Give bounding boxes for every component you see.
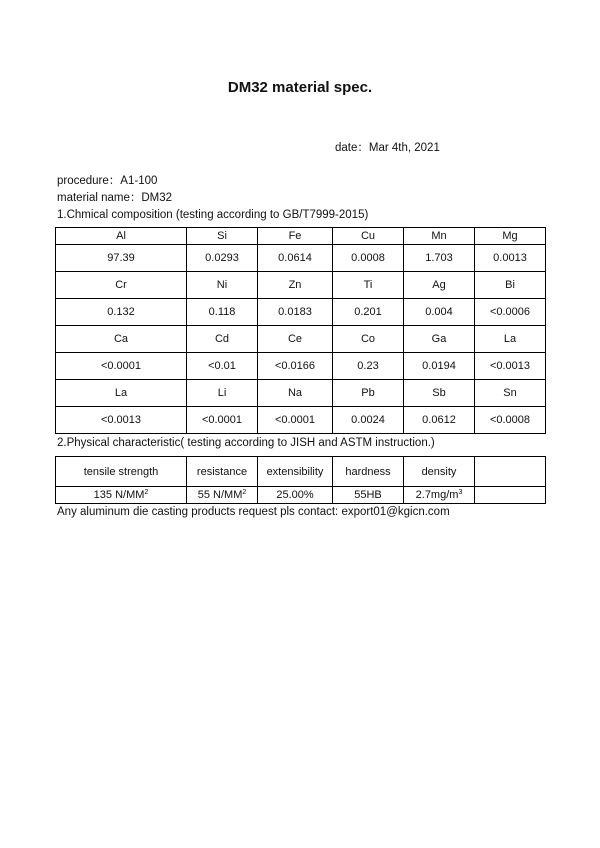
value-cell: <0.0013 [475, 353, 546, 380]
header-hardness: hardness [333, 457, 404, 487]
hardness-value: 55HB [333, 487, 404, 504]
chemical-composition-table [55, 227, 546, 434]
element-cell: Na [258, 380, 333, 407]
value-cell: <0.0006 [475, 299, 546, 326]
element-row [56, 228, 546, 245]
value-cell: 0.0614 [258, 245, 333, 272]
value-cell: <0.0166 [258, 353, 333, 380]
resistance-text: 55 N/MM [197, 489, 243, 501]
element-cell: Ca [56, 326, 187, 353]
value-cell: <0.0008 [475, 407, 546, 434]
element-cell: Cd [187, 326, 258, 353]
density-text: 2.7mg/m [415, 489, 459, 501]
element-cell: Fe [258, 228, 333, 245]
value-cell: 0.0612 [404, 407, 475, 434]
physical-characteristic-table [55, 456, 546, 504]
contact-line: Any aluminum die casting products request pls contact: export01@kgicn.com [57, 506, 450, 518]
header-extensibility: extensibility [258, 457, 333, 487]
element-row [56, 272, 546, 299]
element-cell: Pb [333, 380, 404, 407]
tensile-strength-value [56, 487, 187, 504]
element-cell: Mn [404, 228, 475, 245]
element-cell: Li [187, 380, 258, 407]
page-title: DM32 material spec. [227, 79, 373, 96]
header-resistance: resistance [187, 457, 258, 487]
procedure-value: A1-100 [120, 175, 158, 187]
property-header-row [56, 457, 546, 487]
element-cell: Mg [475, 228, 546, 245]
value-row [56, 353, 546, 380]
chemical-heading: 1.Chmical composition (testing according to GB/T7999-2015) [57, 209, 369, 221]
value-cell: 0.132 [56, 299, 187, 326]
value-cell: 0.0008 [333, 245, 404, 272]
header-tensile-strength: tensile strength [56, 457, 187, 487]
value-cell: 97.39 [56, 245, 187, 272]
value-row [56, 299, 546, 326]
value-row [56, 245, 546, 272]
value-cell: 1.703 [404, 245, 475, 272]
resistance-value [187, 487, 258, 504]
density-sup: 3 [458, 489, 463, 496]
value-cell: 0.0183 [258, 299, 333, 326]
value-row [56, 407, 546, 434]
element-cell: Ni [187, 272, 258, 299]
value-cell: <0.01 [187, 353, 258, 380]
tensile-strength-sup: 2 [144, 489, 149, 496]
header-density: density [404, 457, 475, 487]
procedure-label: procedure： [57, 175, 121, 187]
property-value-row [56, 487, 546, 504]
value-cell: 0.0293 [187, 245, 258, 272]
date-line [335, 139, 440, 155]
material-value: DM32 [141, 192, 173, 204]
value-cell: <0.0013 [56, 407, 187, 434]
element-cell: Si [187, 228, 258, 245]
value-cell: 0.118 [187, 299, 258, 326]
element-cell: Ag [404, 272, 475, 299]
material-label: material name： [57, 192, 142, 204]
element-cell: Cu [333, 228, 404, 245]
extensibility-value: 25.00% [258, 487, 333, 504]
value-cell: 0.0013 [475, 245, 546, 272]
extra-value [475, 487, 546, 504]
element-row [56, 326, 546, 353]
element-cell: Ce [258, 326, 333, 353]
value-cell: 0.0024 [333, 407, 404, 434]
element-cell: Al [56, 228, 187, 245]
density-value [404, 487, 475, 504]
value-cell: 0.23 [333, 353, 404, 380]
value-cell: 0.201 [333, 299, 404, 326]
value-cell: <0.0001 [56, 353, 187, 380]
element-cell: La [56, 380, 187, 407]
element-cell: La [475, 326, 546, 353]
value-cell: <0.0001 [258, 407, 333, 434]
date-value: Mar 4th, 2021 [368, 142, 440, 154]
element-cell: Sb [404, 380, 475, 407]
element-cell: Sn [475, 380, 546, 407]
value-cell: <0.0001 [187, 407, 258, 434]
value-cell: 0.004 [404, 299, 475, 326]
header-empty [475, 457, 546, 487]
material-line [57, 189, 172, 205]
physical-heading: 2.Physical characteristic( testing according to JISH and ASTM instruction.) [57, 437, 435, 449]
element-cell: Co [333, 326, 404, 353]
element-cell: Ti [333, 272, 404, 299]
date-label: date： [335, 142, 369, 154]
tensile-strength-text: 135 N/MM [93, 489, 145, 501]
element-cell: Ga [404, 326, 475, 353]
value-cell: 0.0194 [404, 353, 475, 380]
element-cell: Zn [258, 272, 333, 299]
procedure-line [57, 172, 157, 188]
resistance-sup: 2 [242, 489, 247, 496]
element-row [56, 380, 546, 407]
element-cell: Cr [56, 272, 187, 299]
element-cell: Bi [475, 272, 546, 299]
